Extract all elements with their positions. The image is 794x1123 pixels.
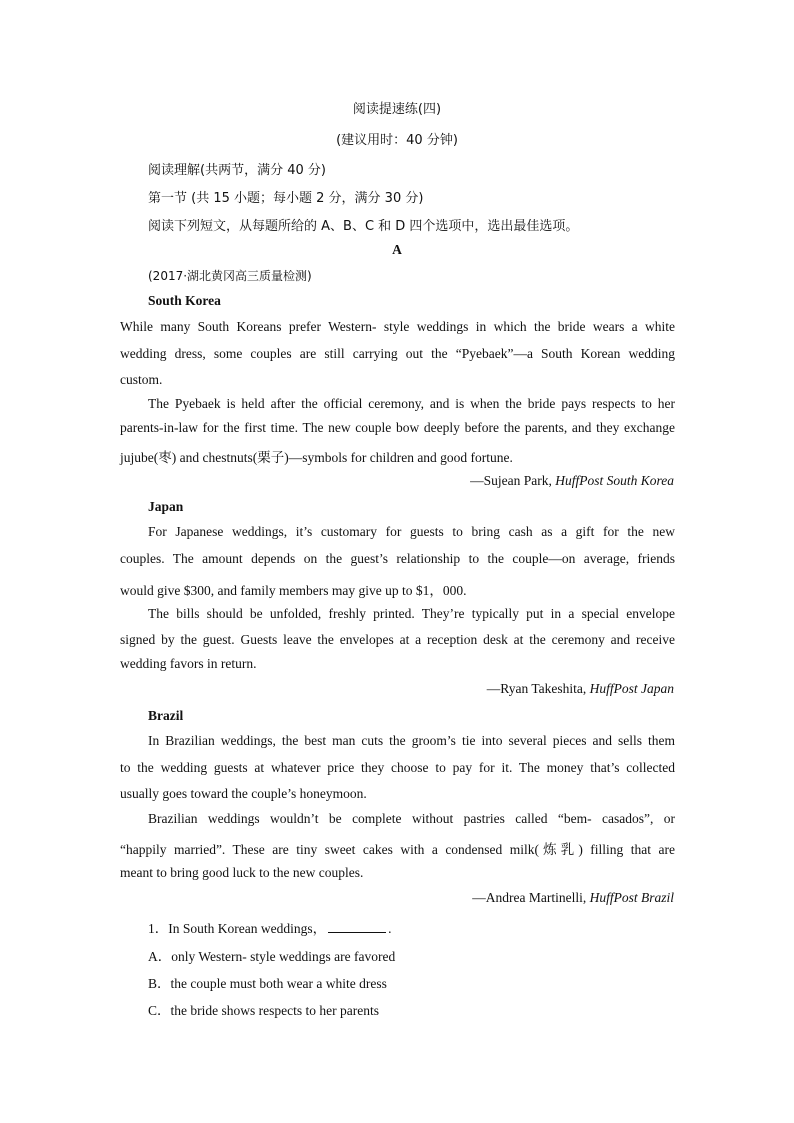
part-heading: 第一节 (共 15 小题；每小题 2 分，满分 30 分) <box>148 191 424 206</box>
question-text: 1．In South Korean weddings， <box>148 921 327 936</box>
paragraph-line: “happily married”. These are tiny sweet cakes with a condensed milk(炼乳) filling that are <box>120 842 675 857</box>
heading-south-korea: South Korea <box>148 293 221 308</box>
answer-blank <box>328 920 386 933</box>
option-b: B．the couple must both wear a white dress <box>148 976 387 991</box>
paragraph-line: to the wedding guests at whatever price they choose to pay for it. The money that’s collected <box>120 760 675 775</box>
heading-brazil: Brazil <box>148 708 184 723</box>
attribution-author: —Sujean Park, <box>470 473 556 488</box>
paragraph-line: signed by the guest. Guests leave the envelopes at a reception desk at the ceremony and receive <box>120 632 675 647</box>
paragraph-line: The bills should be unfolded, freshly printed. They’re typically put in a special envelope <box>148 606 675 621</box>
passage-letter: A <box>392 242 402 257</box>
paragraph-line: parents-in-law for the first time. The new couple bow deeply before the parents, and they exchange <box>120 420 675 435</box>
question-stem <box>148 917 391 937</box>
time-suggestion: (建议用时：40 分钟) <box>336 133 458 148</box>
paragraph-line: While many South Koreans prefer Western- style weddings in which the bride wears a white <box>120 319 675 334</box>
attribution <box>472 890 674 906</box>
paragraph-line: Brazilian weddings wouldn’t be complete without pastries called “bem- casados”, or <box>148 811 675 826</box>
page-title: 阅读提速练(四) <box>352 102 442 117</box>
paragraph-line: would give $300, and family members may give up to $1，000. <box>120 583 467 598</box>
option-c: C．the bride shows respects to her parents <box>148 1003 379 1018</box>
paragraph-line: The Pyebaek is held after the official ceremony, and is when the bride pays respects to her <box>148 396 675 411</box>
attribution-publication: HuffPost Brazil <box>589 890 674 905</box>
paragraph-line: In Brazilian weddings, the best man cuts the groom’s tie into several pieces and sells them <box>148 733 675 748</box>
attribution-publication: HuffPost South Korea <box>555 473 674 488</box>
question-end: . <box>388 921 392 936</box>
paragraph-line: wedding dress, some couples are still carrying out the “Pyebaek”—a South Korean wedding <box>120 346 675 361</box>
instructions: 阅读下列短文，从每题所给的 A、B、C 和 D 四个选项中，选出最佳选项。 <box>148 219 579 234</box>
attribution <box>470 473 674 489</box>
paragraph-line: custom. <box>120 372 163 387</box>
option-a: A．only Western- style weddings are favored <box>148 949 396 964</box>
attribution-publication: HuffPost Japan <box>589 681 674 696</box>
heading-japan: Japan <box>148 499 184 514</box>
paragraph-line: wedding favors in return. <box>120 656 257 671</box>
paragraph-line: jujube(枣) and chestnuts(栗子)—symbols for children and good fortune. <box>120 450 513 465</box>
section-heading: 阅读理解(共两节，满分 40 分) <box>148 163 326 178</box>
paragraph-line: couples. The amount depends on the guest’s relationship to the couple—on average, friends <box>120 551 675 566</box>
paragraph-line: For Japanese weddings, it’s customary for guests to bring cash as a gift for the new <box>148 524 675 539</box>
passage-source: (2017·湖北黄冈高三质量检测) <box>148 269 312 283</box>
paragraph-line: usually goes toward the couple’s honeymoon. <box>120 786 367 801</box>
attribution-author: —Ryan Takeshita, <box>486 681 590 696</box>
attribution <box>487 681 674 697</box>
attribution-author: —Andrea Martinelli, <box>472 890 590 905</box>
paragraph-line: meant to bring good luck to the new couples. <box>120 865 364 880</box>
